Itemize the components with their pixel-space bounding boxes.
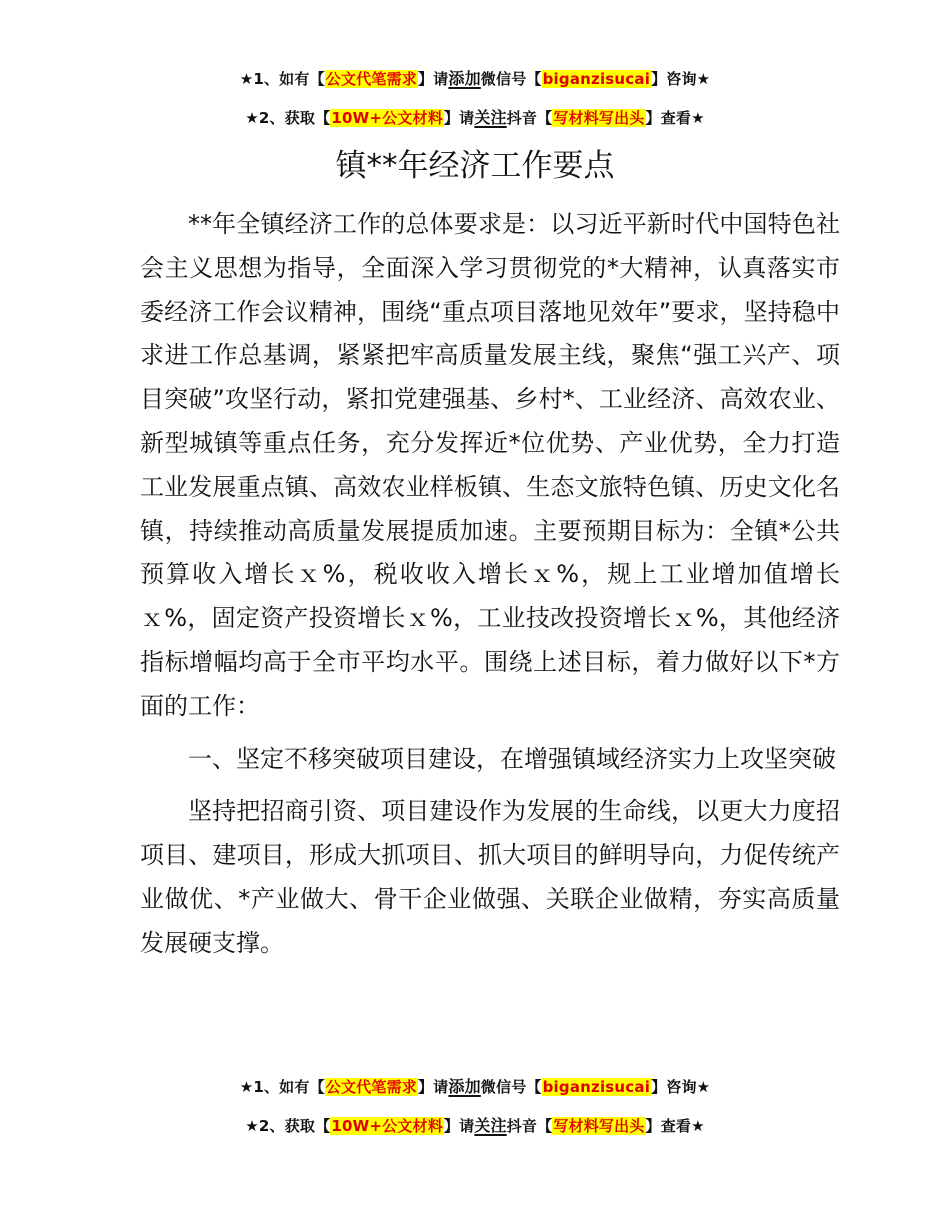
promo-prefix: ★1、如有【 (239, 1078, 325, 1096)
promo-text: 】请 (417, 1078, 449, 1096)
promo-highlight-service: 公文代笔需求 (325, 70, 417, 88)
promo-suffix: 】查看★ (645, 1117, 705, 1135)
promo-text: 】请 (417, 70, 449, 88)
promo-highlight-materials: 10W+公文材料 (331, 109, 443, 127)
promo-line-douyin-footer (0, 1115, 950, 1137)
promo-underline-add: 添加 (448, 1077, 481, 1096)
promo-highlight-douyin-account: 写材料写出头 (553, 109, 645, 127)
promo-line-wechat (0, 68, 950, 90)
document-body (140, 203, 840, 966)
promo-prefix: ★2、获取【 (245, 109, 331, 127)
promo-highlight-wechat-id: biganzisucai (542, 70, 651, 88)
document-title: 镇**年经济工作要点 (335, 148, 615, 184)
promo-suffix: 】查看★ (645, 109, 705, 127)
promo-line-wechat-footer (0, 1076, 950, 1098)
body-paragraph-requirements: **年全镇经济工作的总体要求是：以习近平新时代中国特色社会主义思想为指导，全面深入学习贯彻党的*大精神，认真落实市委经济工作会议精神，围绕“重点项目落地见效年”要求，坚持稳中求进工作总基调，紧紧把牢高质量发展主线，聚焦“强工兴产、项目突破”攻坚行动，紧扣党建强基、乡村*、工业经济、高效农业、新型城镇等重点任务，充分发挥近*位优势、产业优势，全力打造工业发展重点镇、高效农业样板镇、生态文旅特色镇、历史文化名镇，持续推动高质量发展提质加速。主要预期目标为：全镇*公共预算收入增长ｘ%，税收收入增长ｘ%，规上工业增加值增长ｘ%，固定资产投资增长ｘ%，工业技改投资增长ｘ%，其他经济指标增幅均高于全市平均水平。围绕上述目标，着力做好以下*方面的工作： (140, 210, 840, 720)
promo-text: 微信号【 (480, 70, 542, 88)
promo-prefix: ★1、如有【 (239, 70, 325, 88)
promo-text: 微信号【 (480, 1078, 542, 1096)
promo-highlight-service: 公文代笔需求 (325, 1078, 417, 1096)
promo-line-douyin (0, 107, 950, 129)
promo-highlight-douyin-account: 写材料写出头 (553, 1117, 645, 1135)
promo-underline-follow: 关注 (474, 1116, 507, 1135)
promo-prefix: ★2、获取【 (245, 1117, 331, 1135)
promo-underline-add: 添加 (448, 69, 481, 88)
promo-text: 抖音【 (506, 1117, 553, 1135)
promo-text: 抖音【 (506, 109, 553, 127)
section-heading-1: 一、坚定不移突破项目建设，在增强镇域经济实力上攻坚突破 (188, 744, 836, 773)
promo-highlight-materials: 10W+公文材料 (331, 1117, 443, 1135)
promo-suffix: 】咨询★ (651, 70, 711, 88)
body-paragraph-projects: 坚持把招商引资、项目建设作为发展的生命线，以更大力度招项目、建项目，形成大抓项目、抓大项目的鲜明导向，力促传统产业做优、*产业做大、骨干企业做强、关联企业做精，夯实高质量发展硬支撑。 (140, 797, 840, 957)
promo-underline-follow: 关注 (474, 108, 507, 127)
promo-suffix: 】咨询★ (651, 1078, 711, 1096)
promo-text: 】请 (443, 1117, 475, 1135)
promo-text: 】请 (443, 109, 475, 127)
promo-highlight-wechat-id: biganzisucai (542, 1078, 651, 1096)
